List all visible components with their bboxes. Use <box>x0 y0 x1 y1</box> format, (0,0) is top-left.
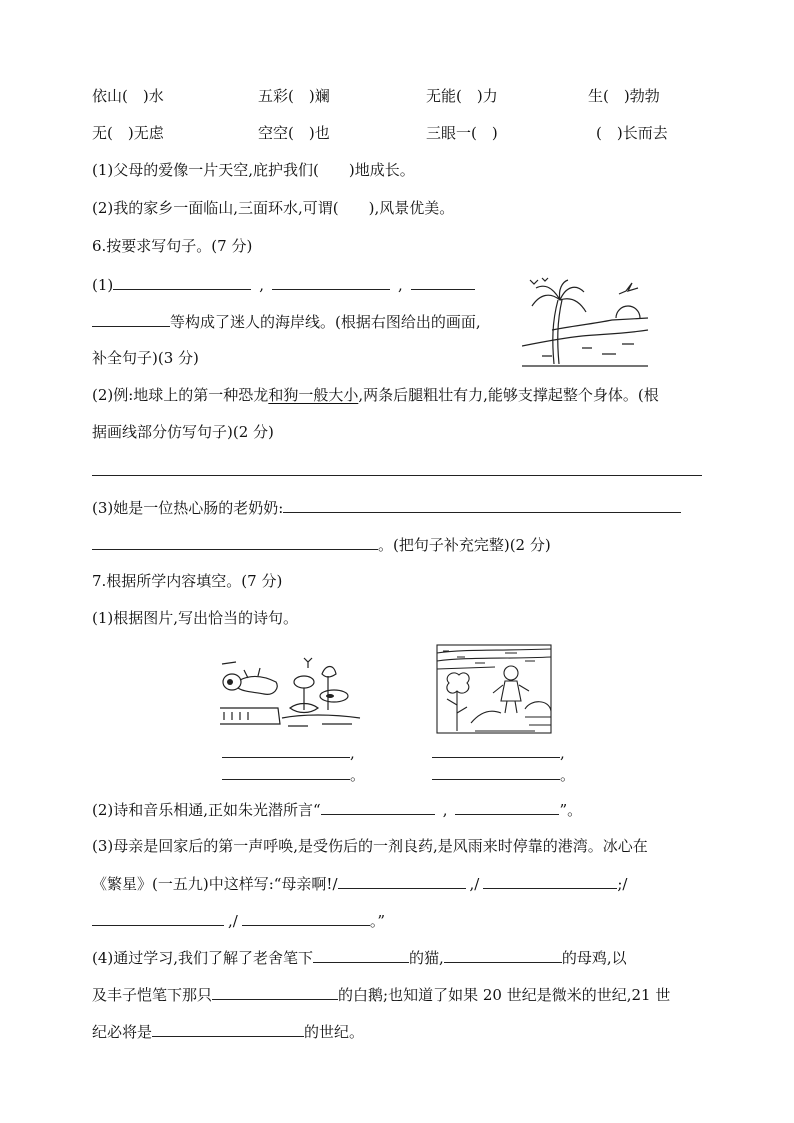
idiom-3: 无能( )力 <box>426 87 498 105</box>
q7-part1: (1)根据图片,写出恰当的诗句。 <box>92 609 299 627</box>
q6-part2-line2: 据画线部分仿写句子)(2 分) <box>92 423 274 441</box>
q6-p3-blank-2[interactable] <box>92 534 378 550</box>
q6-part3-line2 <box>92 534 551 555</box>
garden-picture <box>435 643 553 735</box>
q7-part3-line3 <box>92 910 385 931</box>
q7-p4-blank-2[interactable] <box>444 947 562 963</box>
q6-p1-blank-1[interactable] <box>113 274 251 290</box>
q5-sentence-2: (2)我的家乡一面临山,三面环水,可谓( ),风景优美。 <box>92 199 455 217</box>
q7-p4-blank-3[interactable] <box>212 984 338 1000</box>
q6-p3-blank-1[interactable] <box>283 497 681 513</box>
q6-part1-line2 <box>92 311 481 332</box>
q7-p2-blank-1[interactable] <box>321 799 435 815</box>
idiom-6: 空空( )也 <box>258 124 330 142</box>
coast-picture <box>522 272 650 372</box>
lotus-poem-line-2 <box>222 764 365 785</box>
q7-p4-text-f: 纪必将是 <box>92 1023 153 1041</box>
idiom-4: 生( )勃勃 <box>588 87 660 105</box>
q7-p4-text-b: 的猫, <box>409 949 444 967</box>
q7-p2-sep: , <box>442 801 448 819</box>
q6-p3-text-b: 。(把句子补充完整)(2 分) <box>378 536 551 554</box>
idiom-1: 依山( )水 <box>92 87 164 105</box>
q6-p1-sep-2: , <box>398 276 403 294</box>
idiom-7: 三眼一( ) <box>426 124 498 142</box>
q7-p3-sep-3: ,/ <box>228 912 238 930</box>
q7-p4-text-d: 及丰子恺笔下那只 <box>92 986 213 1004</box>
q7-p3-blank-4[interactable] <box>242 910 370 926</box>
q6-p1-sep-1: , <box>259 276 265 294</box>
q7-p4-blank-1[interactable] <box>313 947 409 963</box>
q7-p4-blank-4[interactable] <box>152 1021 304 1037</box>
q5-sentence-1: (1)父母的爱像一片天空,庇护我们( )地成长。 <box>92 161 415 179</box>
q7-p2-text-a: (2)诗和音乐相通,正如朱光潜所言“ <box>92 801 321 819</box>
q7-p4-text-g: 的世纪。 <box>304 1023 365 1041</box>
q7-p2-text-b: ”。 <box>559 801 583 819</box>
q7-p3-blank-2[interactable] <box>483 873 617 889</box>
lotus-picture <box>218 652 362 732</box>
q7-part4-line1 <box>92 947 627 968</box>
q6-p1-label: (1) <box>92 276 114 294</box>
q7-p4-text-e: 的白鹅;也知道了如果 20 世纪是微米的世纪,21 世 <box>338 986 671 1004</box>
idiom-5: 无( )无虑 <box>92 124 164 142</box>
q7-p3-text-b: 《繁星》(一五九)中这样写:“母亲啊!/ <box>92 875 338 893</box>
lotus-poem-comma: , <box>350 744 355 762</box>
lotus-poem-line-1 <box>222 742 355 763</box>
q6-p2-text-a: (2)例:地球上的第一种恐龙 <box>92 386 269 404</box>
q6-p2-text-b: ,两条后腿粗壮有力,能够支撑起整个身体。(根 <box>358 386 659 404</box>
q6-part1-line3: 补全句子)(3 分) <box>92 349 199 367</box>
q7-p2-blank-2[interactable] <box>455 799 559 815</box>
q6-title: 6.按要求写句子。(7 分) <box>92 237 253 255</box>
q7-title: 7.根据所学内容填空。(7 分) <box>92 572 283 590</box>
q6-p1-blank-3[interactable] <box>411 274 475 290</box>
idiom-2: 五彩( )斓 <box>258 87 330 105</box>
garden-poem-comma: , <box>560 744 565 762</box>
q7-p4-text-c: 的母鸡,以 <box>561 949 627 967</box>
q7-p3-end: 。” <box>369 912 385 930</box>
lotus-poem-blank-2[interactable] <box>222 764 350 780</box>
q7-part3-line2 <box>92 873 627 894</box>
q6-p1-cont: 等构成了迷人的海岸线。(根据右图给出的画面, <box>170 313 481 331</box>
q7-part3-line1: (3)母亲是回家后的第一声呼唤,是受伤后的一剂良药,是风雨来时停靠的港湾。冰心在 <box>92 837 648 855</box>
q7-p3-sep-1: ,/ <box>469 875 480 893</box>
q6-part2-line1 <box>92 385 659 405</box>
q7-p4-text-a: (4)通过学习,我们了解了老舍笔下 <box>92 949 314 967</box>
q7-part4-line3 <box>92 1021 364 1042</box>
q6-p3-text-a: (3)她是一位热心肠的老奶奶: <box>92 499 284 517</box>
q7-part4-line2 <box>92 984 670 1005</box>
lotus-poem-period: 。 <box>350 766 366 784</box>
q6-p2-answer-line[interactable] <box>92 475 702 476</box>
q6-p1-blank-2[interactable] <box>272 274 390 290</box>
q7-p3-sep-2: ;/ <box>617 875 628 893</box>
q7-p3-blank-1[interactable] <box>338 873 466 889</box>
idiom-8: ( )长而去 <box>596 124 668 142</box>
lotus-poem-blank-1[interactable] <box>222 742 350 758</box>
q6-p1-blank-4[interactable] <box>92 311 170 327</box>
q6-part3-line1 <box>92 497 681 518</box>
garden-poem-line-1 <box>432 742 565 763</box>
garden-poem-period: 。 <box>560 766 576 784</box>
garden-poem-blank-2[interactable] <box>432 764 560 780</box>
q7-part2 <box>92 799 582 820</box>
q6-p2-underlined: 和狗一般大小 <box>268 386 359 404</box>
q6-part1-line1 <box>92 274 475 295</box>
garden-poem-line-2 <box>432 764 575 785</box>
garden-poem-blank-1[interactable] <box>432 742 560 758</box>
q7-p3-blank-3[interactable] <box>92 910 224 926</box>
